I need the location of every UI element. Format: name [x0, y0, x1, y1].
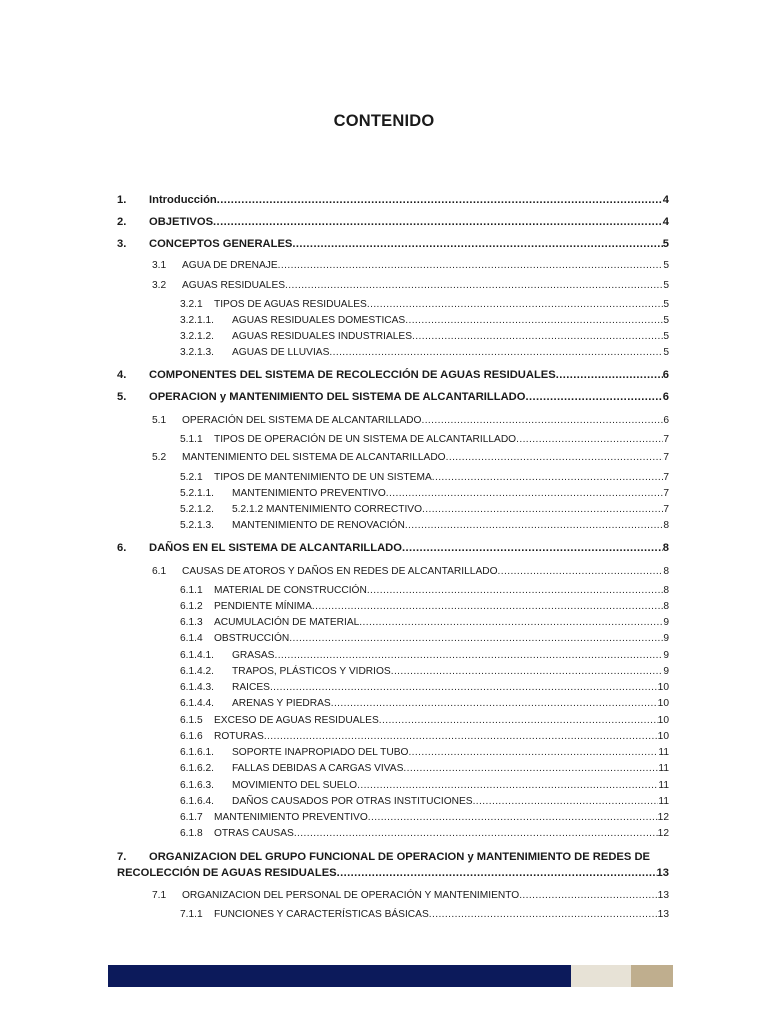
- toc-entry-page: 10: [657, 715, 669, 726]
- toc-entry-number: 6.1.6: [180, 731, 203, 742]
- toc-entry[interactable]: [180, 827, 669, 841]
- toc-entry-page: 9: [663, 666, 669, 677]
- toc-entry-page: 10: [657, 682, 669, 693]
- toc-entry-number: 6.1.4: [180, 633, 203, 644]
- toc-entry-number: 5.2.1.1.: [180, 488, 214, 499]
- toc-entry[interactable]: [180, 584, 669, 598]
- toc-leader-dots: [367, 584, 664, 598]
- toc-entry[interactable]: [117, 541, 669, 555]
- toc-entry[interactable]: [180, 714, 669, 728]
- toc-entry-title: MOVIMIENTO DEL SUELO: [232, 780, 358, 791]
- toc-entry-number: 6.1.7: [180, 812, 203, 823]
- toc-entry[interactable]: [180, 433, 669, 447]
- toc-entry-title: AGUAS RESIDUALES INDUSTRIALES: [232, 331, 413, 342]
- toc-entry-page: 5: [663, 331, 669, 342]
- toc-leader-dots: [408, 746, 658, 760]
- toc-entry-number: 6.1.4.4.: [180, 698, 214, 709]
- toc-entry-number: 6.1: [152, 566, 167, 577]
- toc-entry-title: OTRAS CAUSAS: [214, 828, 294, 839]
- toc-leader-dots: [379, 714, 658, 728]
- toc-entry-number: 3.: [117, 238, 127, 250]
- toc-entry-page: 13: [657, 909, 669, 920]
- toc-entry-number: 6.1.4.2.: [180, 666, 214, 677]
- toc-entry[interactable]: [117, 215, 669, 229]
- footer-bar-cream: [571, 965, 631, 987]
- toc-entry[interactable]: [180, 746, 669, 760]
- toc-entry[interactable]: [180, 697, 669, 711]
- toc-entry-title: EXCESO DE AGUAS RESIDUALES: [214, 715, 379, 726]
- toc-entry-title: CAUSAS DE ATOROS Y DAÑOS EN REDES DE ALCANTARILLADO: [182, 566, 498, 577]
- toc-entry-page: 10: [657, 731, 669, 742]
- toc-entry[interactable]: [117, 390, 669, 404]
- toc-entry-title: AGUA DE DRENAJE: [182, 260, 278, 271]
- toc-entry-title: ARENAS Y PIEDRAS: [232, 698, 331, 709]
- toc-entry-page: 11: [658, 780, 669, 791]
- toc-entry-title: ACUMULACIÓN DE MATERIAL: [214, 617, 360, 628]
- toc-entry-title: Introducción: [149, 194, 217, 206]
- toc-leader-dots: [429, 908, 658, 922]
- toc-entry-title: RAICES: [232, 682, 270, 693]
- toc-entry-title: SOPORTE INAPROPIADO DEL TUBO: [232, 747, 409, 758]
- toc-entry[interactable]: [152, 414, 669, 428]
- toc-entry-page: 7: [663, 434, 669, 445]
- toc-entry-page: 5: [663, 260, 669, 271]
- toc-entry-wrapped[interactable]: [117, 850, 669, 878]
- toc-entry-title: MANTENIMIENTO DE RENOVACIÓN: [232, 520, 405, 531]
- toc-entry[interactable]: [117, 368, 669, 382]
- toc-entry[interactable]: [180, 519, 669, 533]
- toc-entry-title: AGUAS RESIDUALES DOMESTICAS: [232, 315, 406, 326]
- toc-entry-page: 13: [657, 890, 669, 901]
- toc-entry[interactable]: [152, 565, 669, 579]
- toc-entry-number: 6.1.6.2.: [180, 763, 214, 774]
- toc-leader-dots: [421, 414, 663, 428]
- toc-leader-dots: [331, 697, 658, 711]
- toc-entry-title: AGUAS RESIDUALES: [182, 280, 286, 291]
- toc-leader-dots: [285, 279, 663, 293]
- toc-leader-dots: [264, 730, 658, 744]
- toc-entry-page: 9: [663, 650, 669, 661]
- toc-entry-title: TIPOS DE AGUAS RESIDUALES: [214, 299, 367, 310]
- toc-leader-dots: [386, 487, 664, 501]
- toc-entry-title: MANTENIMIENTO PREVENTIVO: [232, 488, 386, 499]
- toc-entry-title: 5.2.1.2 MANTENIMIENTO CORRECTIVO: [232, 504, 423, 515]
- toc-entry-number: 6.1.8: [180, 828, 203, 839]
- toc-entry-page: 11: [658, 763, 669, 774]
- toc-entry-number: 6.: [117, 542, 127, 554]
- toc-entry-number: 7.: [117, 851, 127, 863]
- toc-entry-page: 6: [662, 391, 669, 403]
- toc-leader-dots: [292, 237, 662, 251]
- toc-entry-page: 8: [663, 520, 669, 531]
- toc-entry-page: 13: [656, 867, 669, 879]
- toc-entry-title: MANTENIMIENTO DEL SISTEMA DE ALCANTARILLADO: [182, 452, 446, 463]
- toc-entry-page: 5: [663, 299, 669, 310]
- toc-entry-page: 8: [663, 601, 669, 612]
- toc-entry[interactable]: [180, 779, 669, 793]
- toc-entry-title: MANTENIMIENTO PREVENTIVO: [214, 812, 368, 823]
- toc-entry-title-continued: RECOLECCIÓN DE AGUAS RESIDUALES: [117, 867, 337, 879]
- toc-entry-title: GRASAS: [232, 650, 275, 661]
- toc-entry-title: ROTURAS: [214, 731, 264, 742]
- toc-entry[interactable]: [152, 259, 669, 273]
- toc-entry-page: 8: [662, 542, 669, 554]
- toc-entry-page: 7: [663, 488, 669, 499]
- toc-entry[interactable]: [180, 908, 669, 922]
- toc-entry[interactable]: [180, 314, 669, 328]
- toc-leader-dots: [556, 368, 663, 382]
- toc-leader-dots: [473, 795, 659, 809]
- toc-leader-dots: [359, 616, 663, 630]
- toc-leader-dots: [294, 827, 658, 841]
- toc-entry-number: 6.1.5: [180, 715, 203, 726]
- toc-entry-number: 3.2.1.2.: [180, 331, 214, 342]
- toc-leader-dots: [312, 600, 663, 614]
- toc-entry-number: 5.2.1: [180, 472, 203, 483]
- toc-entry-title: TIPOS DE MANTENIMIENTO DE UN SISTEMA: [214, 472, 432, 483]
- toc-entry-page: 8: [663, 566, 669, 577]
- toc-entry-page: 4: [662, 216, 669, 228]
- toc-leader-dots: [289, 632, 663, 646]
- toc-entry-page: 6: [663, 415, 669, 426]
- toc-entry-title: OPERACIÓN DEL SISTEMA DE ALCANTARILLADO: [182, 415, 422, 426]
- toc-entry-number: 3.1: [152, 260, 167, 271]
- toc-leader-dots: [337, 866, 657, 880]
- toc-entry-number: 7.1.1: [180, 909, 203, 920]
- toc-entry[interactable]: [180, 471, 669, 485]
- toc-leader-dots: [270, 681, 658, 695]
- toc-entry-page: 7: [663, 504, 669, 515]
- toc-entry-title: MATERIAL DE CONSTRUCCIÓN: [214, 585, 367, 596]
- toc-entry-page: 5: [663, 315, 669, 326]
- toc-entry-number: 6.1.4.1.: [180, 650, 214, 661]
- toc-entry-number: 6.1.3: [180, 617, 203, 628]
- toc-entry-number: 3.2.1.1.: [180, 315, 214, 326]
- toc-leader-dots: [213, 215, 663, 229]
- toc-leader-dots: [278, 259, 664, 273]
- toc-leader-dots: [368, 811, 658, 825]
- toc-leader-dots: [274, 649, 663, 663]
- toc-entry-title: ORGANIZACION DEL GRUPO FUNCIONAL DE OPERACION y MANTENIMIENTO DE REDES DE: [149, 851, 650, 863]
- toc-entry-page: 11: [658, 796, 669, 807]
- toc-entry[interactable]: [152, 451, 669, 465]
- toc-leader-dots: [357, 779, 658, 793]
- toc-entry-title: OBSTRUCCIÓN: [214, 633, 290, 644]
- toc-leader-dots: [412, 330, 663, 344]
- toc-entry-number: 4.: [117, 369, 127, 381]
- toc-leader-dots: [516, 433, 663, 447]
- toc-title: CONTENIDO: [333, 112, 435, 130]
- toc-entry[interactable]: [180, 346, 669, 360]
- toc-entry-title: PENDIENTE MÍNIMA: [214, 601, 312, 612]
- toc-entry-number: 6.1.6.3.: [180, 780, 214, 791]
- toc-entry-title: DAÑOS CAUSADOS POR OTRAS INSTITUCIONES: [232, 796, 473, 807]
- toc-entry-number: 1.: [117, 194, 127, 206]
- toc-entry-page: 7: [663, 452, 669, 463]
- toc-entry-page: 5: [663, 280, 669, 291]
- footer-bar-navy: [108, 965, 571, 987]
- toc-entry[interactable]: [180, 811, 669, 825]
- toc-leader-dots: [391, 665, 664, 679]
- toc-entry[interactable]: [180, 330, 669, 344]
- toc-leader-dots: [446, 451, 664, 465]
- toc-entry-number: 3.2.1: [180, 299, 203, 310]
- toc-entry[interactable]: [180, 681, 669, 695]
- toc-entry[interactable]: [180, 298, 669, 312]
- toc-entry-number: 6.1.2: [180, 601, 203, 612]
- toc-entry-title: TRAPOS, PLÁSTICOS Y VIDRIOS: [232, 666, 391, 677]
- toc-entry-title: ORGANIZACION DEL PERSONAL DE OPERACIÓN Y MANTENIMIENTO: [182, 890, 520, 901]
- toc-entry-title: AGUAS DE LLUVIAS: [232, 347, 330, 358]
- toc-entry-title: OPERACION y MANTENIMIENTO DEL SISTEMA DE ALCANTARILLADO: [149, 391, 526, 403]
- toc-entry[interactable]: [117, 237, 669, 251]
- toc-entry-number: 7.1: [152, 890, 167, 901]
- toc-entry-continuation: [117, 866, 669, 880]
- toc-entry[interactable]: [152, 279, 669, 293]
- toc-entry-page: 8: [663, 585, 669, 596]
- toc-entry-title: FUNCIONES Y CARACTERÍSTICAS BÁSICAS: [214, 909, 429, 920]
- toc-entry-page: 5: [663, 347, 669, 358]
- footer-bar-tan: [631, 965, 673, 987]
- toc-entry-page: 9: [663, 617, 669, 628]
- toc-entry-number: 5.: [117, 391, 127, 403]
- toc-entry[interactable]: [180, 487, 669, 501]
- toc-entry-page: 5: [662, 238, 669, 250]
- toc-leader-dots: [402, 541, 663, 555]
- toc-entry-page: 12: [657, 812, 669, 823]
- toc-entry-number: 5.1: [152, 415, 167, 426]
- toc-entry-page: 10: [657, 698, 669, 709]
- toc-entry-number: 2.: [117, 216, 127, 228]
- toc-entry[interactable]: [180, 649, 669, 663]
- toc-entry-number: 3.2.1.3.: [180, 347, 214, 358]
- toc-entry-number: 5.2.1.2.: [180, 504, 214, 515]
- toc-entry-page: 9: [663, 633, 669, 644]
- toc-leader-dots: [217, 193, 663, 207]
- toc-leader-dots: [525, 390, 662, 404]
- toc-entry[interactable]: [180, 600, 669, 614]
- toc-entry-number: 5.1.1: [180, 434, 203, 445]
- toc-entry[interactable]: [180, 632, 669, 646]
- toc-leader-dots: [432, 471, 664, 485]
- toc-entry-title: FALLAS DEBIDAS A CARGAS VIVAS: [232, 763, 404, 774]
- toc-entry[interactable]: [180, 616, 669, 630]
- toc-entry[interactable]: [180, 730, 669, 744]
- toc-entry-number: 3.2: [152, 280, 167, 291]
- toc-leader-dots: [405, 519, 664, 533]
- toc-entry[interactable]: [180, 762, 669, 776]
- toc-entry-title: DAÑOS EN EL SISTEMA DE ALCANTARILLADO: [149, 542, 402, 554]
- toc-leader-dots: [498, 565, 664, 579]
- toc-leader-dots: [405, 314, 663, 328]
- toc-entry-number: 6.1.4.3.: [180, 682, 214, 693]
- toc-entry-title: COMPONENTES DEL SISTEMA DE RECOLECCIÓN DE AGUAS RESIDUALES: [149, 369, 556, 381]
- toc-entry-number: 5.2.1.3.: [180, 520, 214, 531]
- toc-leader-dots: [403, 762, 658, 776]
- toc-entry[interactable]: [180, 795, 669, 809]
- toc-entry-page: 11: [658, 747, 669, 758]
- toc-entry-number: 6.1.6.4.: [180, 796, 214, 807]
- toc-entry-title: CONCEPTOS GENERALES: [149, 238, 293, 250]
- toc-entry-page: 6: [662, 369, 669, 381]
- toc-entry-title: TIPOS DE OPERACIÓN DE UN SISTEMA DE ALCANTARILLADO: [214, 434, 517, 445]
- toc-entry-number: 6.1.6.1.: [180, 747, 214, 758]
- toc-leader-dots: [367, 298, 663, 312]
- toc-entry-title: OBJETIVOS: [149, 216, 214, 228]
- toc-entry[interactable]: [152, 889, 669, 903]
- toc-entry-number: 6.1.1: [180, 585, 203, 596]
- toc-entry[interactable]: [117, 193, 669, 207]
- toc-leader-dots: [329, 346, 663, 360]
- toc-leader-dots: [422, 503, 663, 517]
- toc-entry[interactable]: [180, 503, 669, 517]
- toc-entry-number: 5.2: [152, 452, 167, 463]
- toc-entry-page: 4: [662, 194, 669, 206]
- toc-entry-page: 7: [663, 472, 669, 483]
- toc-leader-dots: [519, 889, 657, 903]
- toc-entry-page: 12: [657, 828, 669, 839]
- toc-entry[interactable]: [180, 665, 669, 679]
